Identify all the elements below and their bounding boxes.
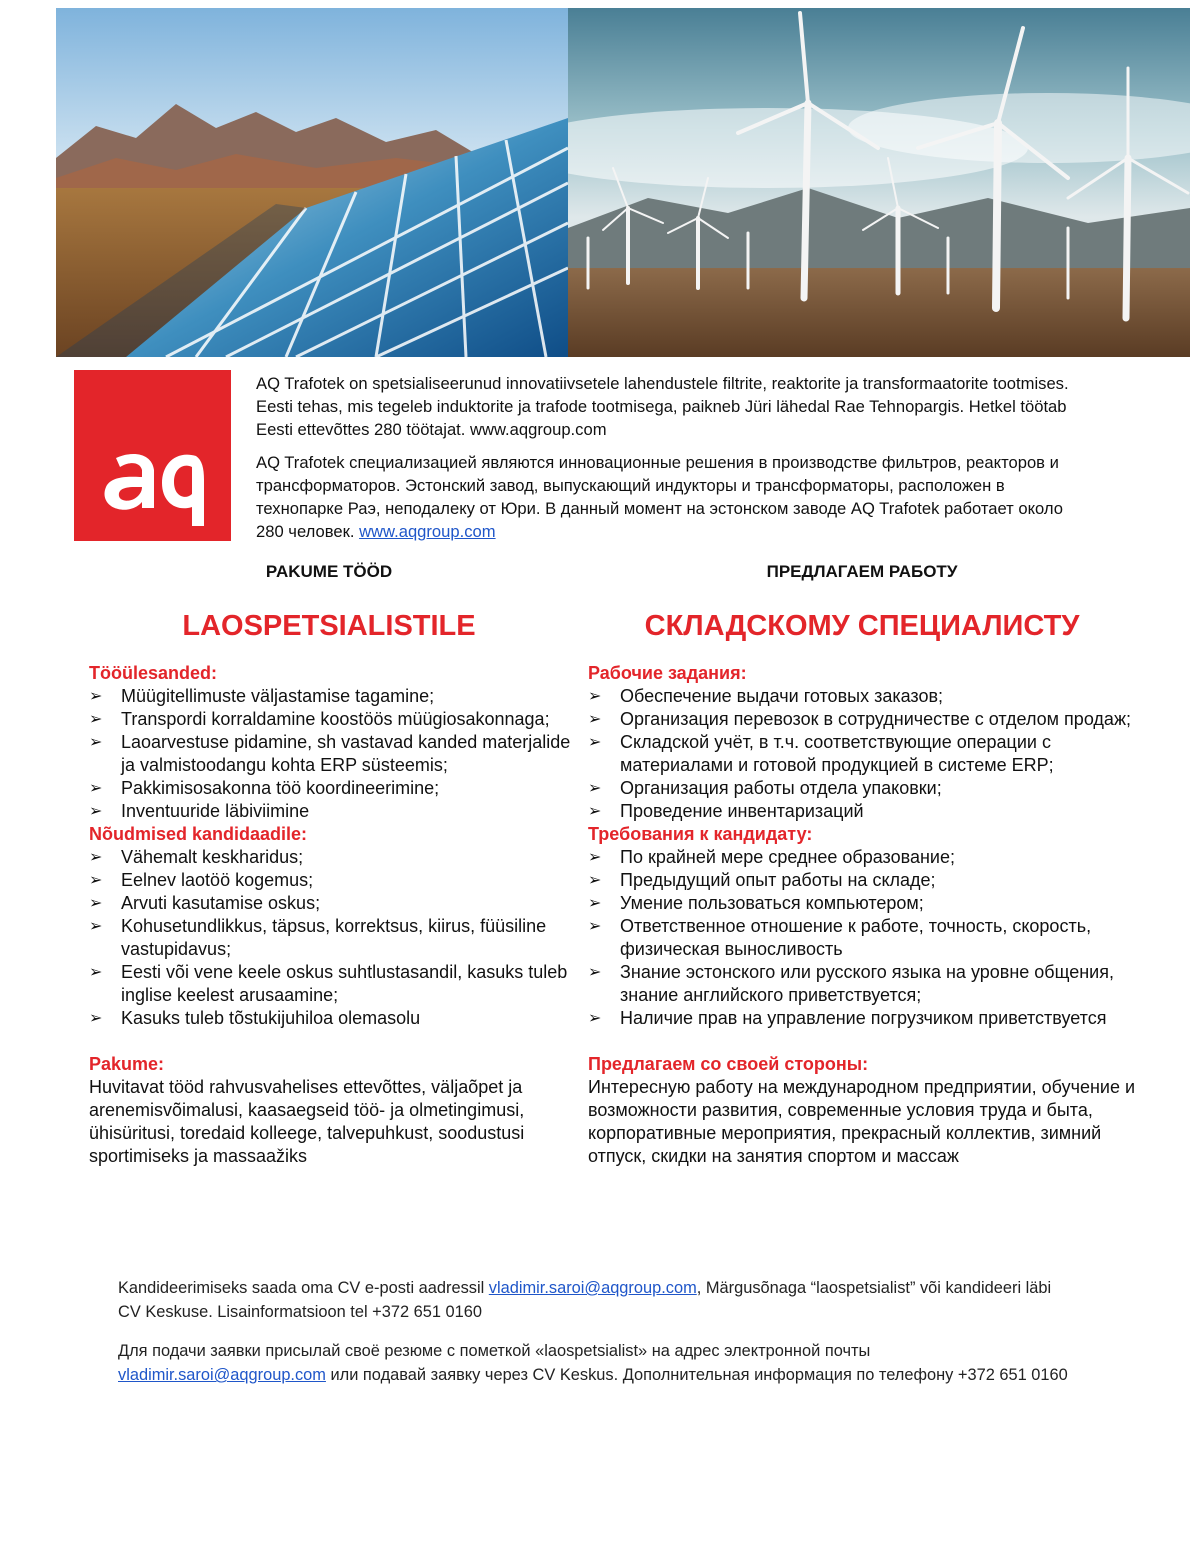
- list-item: [89, 869, 589, 892]
- arrow-bullet-icon: ➢: [588, 688, 602, 705]
- arrow-bullet-icon: ➢: [588, 734, 602, 751]
- arrow-bullet-icon: ➢: [89, 872, 103, 889]
- tasks-list-ru: [588, 685, 1148, 823]
- list-item-text: Предыдущий опыт работы на складе;: [620, 870, 936, 890]
- position-title-et: LAOSPETSIALISTILE: [182, 610, 476, 642]
- aq-logo: [74, 370, 231, 541]
- requirements-list-et: [89, 846, 589, 1030]
- list-item-text: Inventuuride läbiviimine: [121, 801, 310, 821]
- list-item-text: Организация работы отдела упаковки;: [620, 778, 942, 798]
- arrow-bullet-icon: ➢: [89, 1010, 103, 1027]
- benefits-text-et: Huvitavat tööd rahvusvahelises ettevõttes, väljaõpet ja arenemisvõimalusi, kaasaegseid töö- ja olmetingimusi, ühisüritusi, toredaid kolleege, talvepuhkust, soodustusi sportimiseks ja massaažiks: [89, 1077, 525, 1166]
- arrow-bullet-icon: ➢: [588, 895, 602, 912]
- contact-et-before: Kandideerimiseks saada oma CV e-posti aadressil: [118, 1279, 489, 1297]
- requirements-title-et: Nõudmised kandidaadile:: [89, 824, 308, 844]
- list-item-text: Kasuks tuleb tõstukijuhiloa olemasolu: [121, 1008, 421, 1028]
- list-item-text: Pakkimisosakonna töö koordineerimine;: [121, 778, 440, 798]
- arrow-bullet-icon: ➢: [89, 688, 103, 705]
- list-item: [89, 892, 589, 915]
- arrow-bullet-icon: ➢: [588, 780, 602, 797]
- list-item: [89, 777, 589, 800]
- russian-column: [588, 562, 1148, 1168]
- arrow-bullet-icon: ➢: [588, 803, 602, 820]
- list-item: [588, 892, 1148, 915]
- list-item-text: Laoarvestuse pidamine, sh vastavad kanded materjalide ja valmistoodangu kohta ERP süsteemis;: [121, 732, 571, 775]
- list-item: [588, 1007, 1148, 1030]
- list-item: [588, 777, 1148, 800]
- intro-russian: [256, 451, 1086, 543]
- list-item-text: Знание эстонского или русского языка на уровне общения, знание английского приветствуется;: [620, 962, 1114, 1005]
- arrow-bullet-icon: ➢: [89, 849, 103, 866]
- wind-turbines-image: [568, 8, 1190, 357]
- arrow-bullet-icon: ➢: [588, 872, 602, 889]
- list-item: [588, 846, 1148, 869]
- arrow-bullet-icon: ➢: [89, 803, 103, 820]
- header-banner: [56, 8, 1190, 357]
- email-link-ru[interactable]: vladimir.saroi@aqgroup.com: [118, 1366, 326, 1384]
- list-item-text: Müügitellimuste väljastamise tagamine;: [121, 686, 435, 706]
- list-item-text: Ответственное отношение к работе, точность, скорость, физическая выносливость: [620, 916, 1092, 959]
- benefits-title-ru: Предлагаем со своей стороны:: [588, 1054, 869, 1074]
- arrow-bullet-icon: ➢: [588, 964, 602, 981]
- tasks-title-ru: Рабочие задания:: [588, 663, 747, 683]
- list-item-text: Складской учёт, в т.ч. соответствующие операции с материалами и готовой продукцией в системе ERP;: [620, 732, 1054, 775]
- website-link[interactable]: www.aqgroup.com: [359, 522, 496, 541]
- list-item-text: Eesti või vene keele oskus suhtlustasandil, kasuks tuleb inglise keelest arusaamine;: [121, 962, 568, 1005]
- email-link-et[interactable]: vladimir.saroi@aqgroup.com: [488, 1279, 697, 1297]
- list-item: [89, 1007, 589, 1030]
- arrow-bullet-icon: ➢: [588, 711, 602, 728]
- list-item: [89, 731, 589, 777]
- list-item-text: Обеспечение выдачи готовых заказов;: [620, 686, 944, 706]
- list-item: [89, 846, 589, 869]
- list-item-text: Arvuti kasutamise oskus;: [121, 893, 321, 913]
- list-item: [89, 800, 589, 823]
- arrow-bullet-icon: ➢: [89, 918, 103, 935]
- list-item: [588, 915, 1148, 961]
- arrow-bullet-icon: ➢: [588, 918, 602, 935]
- arrow-bullet-icon: ➢: [89, 711, 103, 728]
- contact-ru-after: или подавай заявку через CV Keskus. Дополнительная информация по телефону +372 651 0160: [325, 1366, 1068, 1384]
- tasks-list-et: [89, 685, 589, 823]
- estonian-column: [89, 562, 589, 1168]
- benefits-title-et: Pakume:: [89, 1054, 165, 1074]
- requirements-list-ru: [588, 846, 1148, 1030]
- list-item: [89, 961, 589, 1007]
- list-item-text: Vähemalt keskharidus;: [121, 847, 304, 867]
- list-item: [588, 961, 1148, 1007]
- solar-panels-image: [56, 8, 568, 357]
- contact-russian: [118, 1339, 1078, 1387]
- arrow-bullet-icon: ➢: [89, 780, 103, 797]
- list-item: [588, 708, 1148, 731]
- position-title-ru: СКЛАДСКОМУ СПЕЦИАЛИСТУ: [644, 610, 1080, 642]
- offer-heading-ru: ПРЕДЛАГАЕМ РАБОТУ: [766, 562, 958, 581]
- arrow-bullet-icon: ➢: [89, 895, 103, 912]
- tasks-title-et: Tööülesanded:: [89, 663, 218, 683]
- list-item: [89, 915, 589, 961]
- list-item-text: Организация перевозок в сотрудничестве с отделом продаж;: [620, 709, 1131, 729]
- list-item-text: Transpordi korraldamine koostöös müügiosakonnaga;: [121, 709, 550, 729]
- offer-heading-et: PAKUME TÖÖD: [265, 562, 393, 581]
- list-item-text: Наличие прав на управление погрузчиком приветствуется: [620, 1008, 1107, 1028]
- list-item: [588, 731, 1148, 777]
- list-item-text: Проведение инвентаризаций: [620, 801, 864, 821]
- contact-et-after: , Märgusõnaga “laospetsialist” või kandideeri läbi CV Keskuse. Lisainformatsioon tel +372 651 0160: [118, 1279, 1052, 1321]
- arrow-bullet-icon: ➢: [89, 964, 103, 981]
- requirements-title-ru: Требования к кандидату:: [588, 824, 813, 844]
- list-item-text: По крайней мере среднее образование;: [620, 847, 955, 867]
- list-item: [588, 869, 1148, 892]
- list-item-text: Eelnev laotöö kogemus;: [121, 870, 314, 890]
- arrow-bullet-icon: ➢: [588, 1010, 602, 1027]
- arrow-bullet-icon: ➢: [588, 849, 602, 866]
- list-item-text: Умение пользоваться компьютером;: [620, 893, 924, 913]
- contact-estonian: [118, 1276, 1078, 1324]
- benefits-text-ru: Интересную работу на международном предприятии, обучение и возможности развития, современные условия труда и быта, корпоративные мероприятия, прекрасный коллектив, зимний отпуск, скидки на занятия спортом и массаж: [588, 1077, 1136, 1166]
- contact-ru-before: Для подачи заявки присылай своё резюме с пометкой «laospetsialist» на адрес электронной почты: [118, 1342, 871, 1360]
- company-intro: [256, 372, 1086, 553]
- arrow-bullet-icon: ➢: [89, 734, 103, 751]
- list-item: [89, 708, 589, 731]
- list-item: [89, 685, 589, 708]
- intro-estonian: AQ Trafotek on spetsialiseerunud innovatiivsetele lahendustele filtrite, reaktorite ja transformaatorite tootmises. Eesti tehas, mis tegeleb induktorite ja trafode tootmisega, paikneb Jüri lähedal Rae Tehnopargis. Hetkel töötab Eesti ettevõttes 280 töötajat. www.aqgroup.com: [256, 374, 1069, 439]
- contact-info: [118, 1276, 1078, 1402]
- intro-russian-text: AQ Trafotek специализацией являются инновационные решения в производстве фильтров, реакторов и трансформаторов. Эстонский завод, выпускающий индукторы и трансформаторы, расположен в технопарке Раэ, неподалеку от Юри. В данный момент на эстонском заводе AQ Trafotek работает около 280 человек.: [256, 453, 1064, 541]
- list-item: [588, 685, 1148, 708]
- list-item-text: Kohusetundlikkus, täpsus, korrektsus, kiirus, füüsiline vastupidavus;: [121, 916, 547, 959]
- list-item: [588, 800, 1148, 823]
